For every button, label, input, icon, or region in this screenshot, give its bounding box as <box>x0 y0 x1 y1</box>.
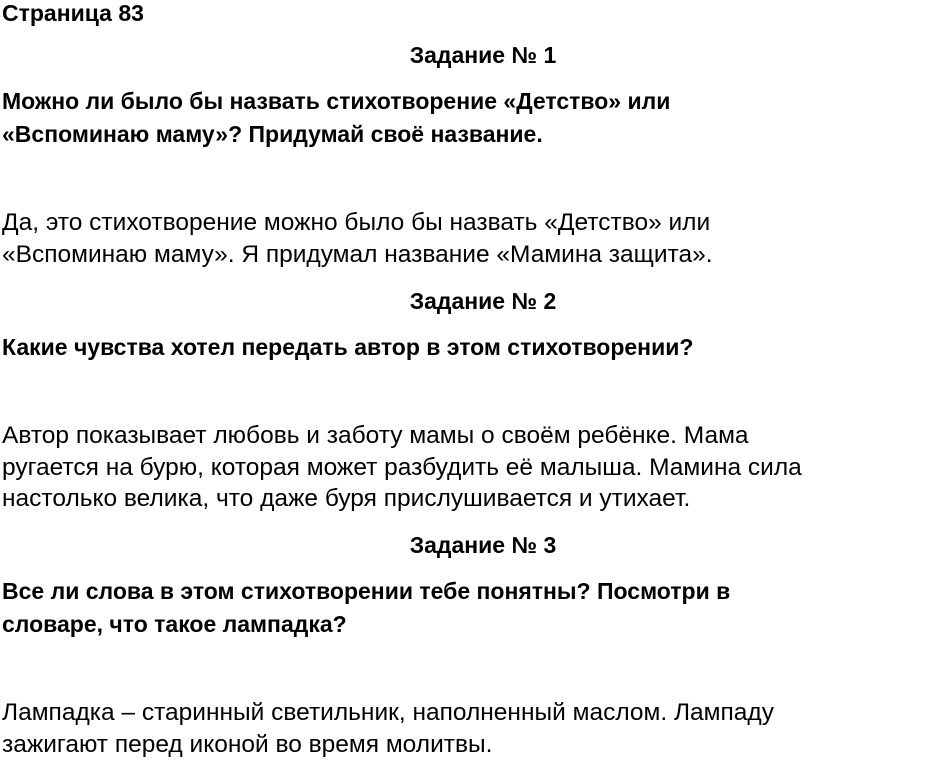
task-3-answer-line: зажигают перед иконой во время молитвы. <box>2 730 493 758</box>
task-2-heading: Задание № 2 <box>409 288 557 314</box>
task-3-question <box>2 575 927 641</box>
task-1-answer <box>2 207 930 270</box>
task-3-question-line: Все ли слова в этом стихотворении тебе понятны? Посмотри в <box>2 578 731 604</box>
task-2-answer <box>2 420 930 515</box>
page-title: Страница 83 <box>2 0 144 26</box>
task-3-heading: Задание № 3 <box>409 532 557 558</box>
task-3-question-line: словаре, что такое лампадка? <box>2 611 347 637</box>
task-2-question-line: Какие чувства хотел передать автор в этом стихотворении? <box>2 334 694 360</box>
task-1-question-line: «Вспоминаю маму»? Придумай своё название. <box>2 121 543 147</box>
task-2-answer-line: Автор показывает любовь и заботу мамы о своём ребёнке. Мама <box>2 422 749 449</box>
task-2-answer-line: настолько велика, что даже буря прислушивается и утихает. <box>2 485 691 512</box>
task-2-question <box>2 331 927 364</box>
task-1-answer-line: «Вспоминаю маму». Я придумал название «Мамина защита». <box>2 240 713 268</box>
task-1-answer-line: Да, это стихотворение можно было бы назвать «Детство» или <box>2 209 711 236</box>
task-1-question <box>2 85 927 151</box>
task-1-heading: Задание № 1 <box>409 42 557 68</box>
task-3-answer-line: Лампадка – старинный светильник, наполненный маслом. Лампаду <box>2 699 774 726</box>
task-1-question-line: Можно ли было бы назвать стихотворение «Детство» или <box>2 88 671 114</box>
task-3-answer <box>2 697 930 760</box>
task-2-answer-line: ругается на бурю, которая может разбудить её малыша. Мамина сила <box>2 453 802 481</box>
